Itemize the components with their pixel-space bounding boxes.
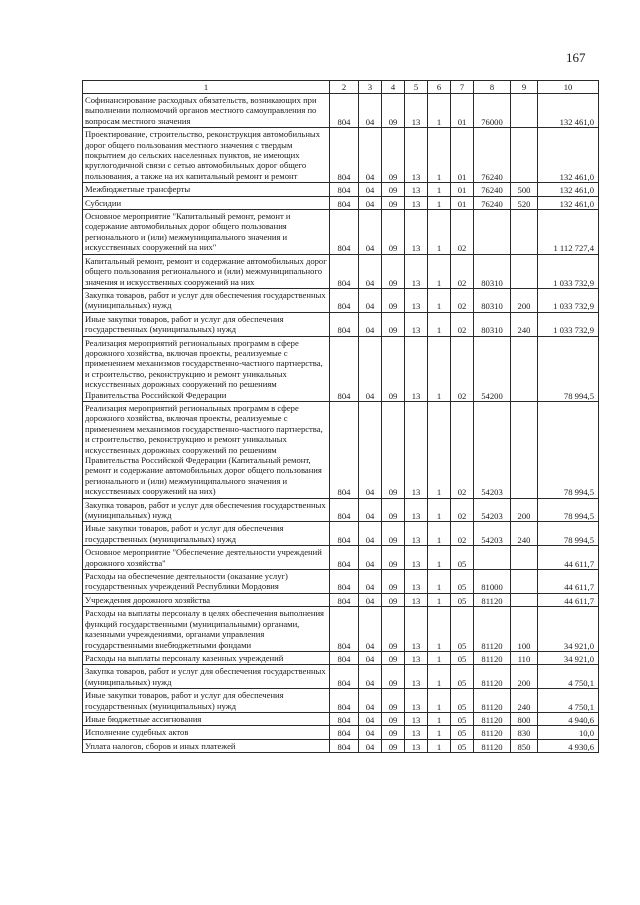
- column-header-8: 8: [474, 81, 511, 94]
- table-row: [83, 593, 599, 606]
- section-code-cell: 04: [359, 593, 382, 606]
- event-code-cell: 02: [451, 312, 474, 336]
- amount-cell: 4 930,6: [538, 739, 599, 752]
- column-header-9: 9: [511, 81, 538, 94]
- event-code-cell: 05: [451, 739, 474, 752]
- row-name-cell: Расходы на выплаты персоналу в целях обеспечения выполнения функций государственными (муниципальными) органами, казенными учреждениями, органами управления государственными внебюджетными фондами: [83, 607, 330, 652]
- section-code-cell: 04: [359, 689, 382, 713]
- row-name-cell: Иные бюджетные ассигнования: [83, 712, 330, 725]
- subsection-code-cell: 09: [382, 651, 405, 664]
- event-code-cell: 02: [451, 210, 474, 255]
- amount-cell: 78 994,5: [538, 336, 599, 401]
- section-code-cell: 04: [359, 336, 382, 401]
- row-name-cell: Закупка товаров, работ и услуг для обеспечения государственных (муниципальных) нужд: [83, 288, 330, 312]
- subsection-code-cell: 09: [382, 498, 405, 522]
- expense-type-code-cell: [511, 94, 538, 128]
- row-name-cell: Расходы на обеспечение деятельности (оказание услуг) государственных учреждений Республики Мордовия: [83, 570, 330, 594]
- column-header-4: 4: [382, 81, 405, 94]
- expense-type-code-cell: [511, 546, 538, 570]
- row-name-cell: Капитальный ремонт, ремонт и содержание автомобильных дорог общего пользования регионального и (или) межмуниципального значения и искусственных сооружений на них: [83, 254, 330, 288]
- subprogram-code-cell: 1: [428, 336, 451, 401]
- event-code-cell: 01: [451, 196, 474, 209]
- table-row: [83, 498, 599, 522]
- subprogram-code-cell: 1: [428, 739, 451, 752]
- row-name-cell: Закупка товаров, работ и услуг для обеспечения государственных (муниципальных) нужд: [83, 498, 330, 522]
- table-row: [83, 336, 599, 401]
- program-code-cell: 13: [405, 498, 428, 522]
- subprogram-code-cell: 1: [428, 288, 451, 312]
- expense-type-code-cell: 200: [511, 665, 538, 689]
- expense-type-code-cell: 830: [511, 726, 538, 739]
- section-code-cell: 04: [359, 94, 382, 128]
- expense-type-code-cell: [511, 336, 538, 401]
- expense-type-code-cell: 110: [511, 651, 538, 664]
- subsection-code-cell: 09: [382, 128, 405, 183]
- expense-type-code-cell: 200: [511, 288, 538, 312]
- event-code-cell: 05: [451, 712, 474, 725]
- amount-cell: 4 940,6: [538, 712, 599, 725]
- section-code-cell: 04: [359, 726, 382, 739]
- program-code-cell: 13: [405, 651, 428, 664]
- section-code-cell: 04: [359, 739, 382, 752]
- subsection-code-cell: 09: [382, 196, 405, 209]
- direction-code-cell: 54203: [474, 401, 511, 498]
- program-code-cell: 13: [405, 210, 428, 255]
- subprogram-code-cell: 1: [428, 401, 451, 498]
- ministry-code-cell: 804: [330, 196, 359, 209]
- subprogram-code-cell: 1: [428, 689, 451, 713]
- expense-type-code-cell: 800: [511, 712, 538, 725]
- expense-type-code-cell: 500: [511, 183, 538, 196]
- section-code-cell: 04: [359, 312, 382, 336]
- row-name-cell: Межбюджетные трансферты: [83, 183, 330, 196]
- table-row: [83, 522, 599, 546]
- ministry-code-cell: 804: [330, 183, 359, 196]
- row-name-cell: Основное мероприятие "Обеспечение деятельности учреждений дорожного хозяйства": [83, 546, 330, 570]
- ministry-code-cell: 804: [330, 607, 359, 652]
- amount-cell: 1 033 732,9: [538, 254, 599, 288]
- subsection-code-cell: 09: [382, 570, 405, 594]
- subsection-code-cell: 09: [382, 312, 405, 336]
- table-row: [83, 689, 599, 713]
- amount-cell: 44 611,7: [538, 546, 599, 570]
- expense-type-code-cell: [511, 254, 538, 288]
- subsection-code-cell: 09: [382, 607, 405, 652]
- ministry-code-cell: 804: [330, 665, 359, 689]
- amount-cell: 34 921,0: [538, 607, 599, 652]
- header-row: [83, 81, 599, 94]
- program-code-cell: 13: [405, 546, 428, 570]
- section-code-cell: 04: [359, 288, 382, 312]
- column-header-5: 5: [405, 81, 428, 94]
- section-code-cell: 04: [359, 546, 382, 570]
- ministry-code-cell: 804: [330, 522, 359, 546]
- ministry-code-cell: 804: [330, 651, 359, 664]
- program-code-cell: 13: [405, 726, 428, 739]
- direction-code-cell: 81120: [474, 651, 511, 664]
- section-code-cell: 04: [359, 210, 382, 255]
- amount-cell: 78 994,5: [538, 522, 599, 546]
- subsection-code-cell: 09: [382, 254, 405, 288]
- subsection-code-cell: 09: [382, 726, 405, 739]
- subprogram-code-cell: 1: [428, 254, 451, 288]
- section-code-cell: 04: [359, 570, 382, 594]
- table-row: [83, 288, 599, 312]
- amount-cell: 44 611,7: [538, 570, 599, 594]
- table-row: [83, 94, 599, 128]
- table-row: [83, 607, 599, 652]
- event-code-cell: 05: [451, 726, 474, 739]
- ministry-code-cell: 804: [330, 401, 359, 498]
- program-code-cell: 13: [405, 336, 428, 401]
- expense-type-code-cell: [511, 128, 538, 183]
- row-name-cell: Иные закупки товаров, работ и услуг для обеспечения государственных (муниципальных) нужд: [83, 522, 330, 546]
- subprogram-code-cell: 1: [428, 712, 451, 725]
- amount-cell: 78 994,5: [538, 401, 599, 498]
- ministry-code-cell: 804: [330, 210, 359, 255]
- program-code-cell: 13: [405, 712, 428, 725]
- amount-cell: 132 461,0: [538, 128, 599, 183]
- section-code-cell: 04: [359, 183, 382, 196]
- row-name-cell: Исполнение судебных актов: [83, 726, 330, 739]
- table-row: [83, 183, 599, 196]
- expense-type-code-cell: 240: [511, 689, 538, 713]
- subprogram-code-cell: 1: [428, 665, 451, 689]
- event-code-cell: 05: [451, 651, 474, 664]
- amount-cell: 1 033 732,9: [538, 312, 599, 336]
- subsection-code-cell: 09: [382, 546, 405, 570]
- event-code-cell: 02: [451, 288, 474, 312]
- program-code-cell: 13: [405, 665, 428, 689]
- ministry-code-cell: 804: [330, 336, 359, 401]
- subsection-code-cell: 09: [382, 689, 405, 713]
- event-code-cell: 02: [451, 401, 474, 498]
- direction-code-cell: [474, 210, 511, 255]
- subprogram-code-cell: 1: [428, 94, 451, 128]
- program-code-cell: 13: [405, 183, 428, 196]
- section-code-cell: 04: [359, 254, 382, 288]
- direction-code-cell: 81120: [474, 739, 511, 752]
- event-code-cell: 05: [451, 570, 474, 594]
- direction-code-cell: 81120: [474, 726, 511, 739]
- ministry-code-cell: 804: [330, 689, 359, 713]
- program-code-cell: 13: [405, 94, 428, 128]
- program-code-cell: 13: [405, 128, 428, 183]
- event-code-cell: 02: [451, 498, 474, 522]
- direction-code-cell: 80310: [474, 254, 511, 288]
- subsection-code-cell: 09: [382, 336, 405, 401]
- subprogram-code-cell: 1: [428, 593, 451, 606]
- amount-cell: 34 921,0: [538, 651, 599, 664]
- amount-cell: 1 033 732,9: [538, 288, 599, 312]
- page-number: 167: [566, 50, 586, 65]
- ministry-code-cell: 804: [330, 254, 359, 288]
- event-code-cell: 02: [451, 254, 474, 288]
- subprogram-code-cell: 1: [428, 522, 451, 546]
- column-header-3: 3: [359, 81, 382, 94]
- amount-cell: 78 994,5: [538, 498, 599, 522]
- program-code-cell: 13: [405, 522, 428, 546]
- amount-cell: 4 750,1: [538, 689, 599, 713]
- amount-cell: 10,0: [538, 726, 599, 739]
- ministry-code-cell: 804: [330, 94, 359, 128]
- subprogram-code-cell: 1: [428, 726, 451, 739]
- row-name-cell: Расходы на выплаты персоналу казенных учреждений: [83, 651, 330, 664]
- subsection-code-cell: 09: [382, 94, 405, 128]
- expense-type-code-cell: 850: [511, 739, 538, 752]
- direction-code-cell: 76240: [474, 196, 511, 209]
- table-row: [83, 401, 599, 498]
- section-code-cell: 04: [359, 196, 382, 209]
- direction-code-cell: 81000: [474, 570, 511, 594]
- table-row: [83, 712, 599, 725]
- section-code-cell: 04: [359, 651, 382, 664]
- table-row: [83, 312, 599, 336]
- event-code-cell: 01: [451, 128, 474, 183]
- ministry-code-cell: 804: [330, 546, 359, 570]
- subprogram-code-cell: 1: [428, 651, 451, 664]
- row-name-cell: Уплата налогов, сборов и иных платежей: [83, 739, 330, 752]
- program-code-cell: 13: [405, 288, 428, 312]
- row-name-cell: Иные закупки товаров, работ и услуг для обеспечения государственных (муниципальных) нужд: [83, 689, 330, 713]
- program-code-cell: 13: [405, 254, 428, 288]
- ministry-code-cell: 804: [330, 739, 359, 752]
- program-code-cell: 13: [405, 593, 428, 606]
- subsection-code-cell: 09: [382, 210, 405, 255]
- direction-code-cell: 81120: [474, 593, 511, 606]
- direction-code-cell: 81120: [474, 607, 511, 652]
- column-header-2: 2: [330, 81, 359, 94]
- budget-table: [82, 80, 599, 753]
- ministry-code-cell: 804: [330, 312, 359, 336]
- subprogram-code-cell: 1: [428, 570, 451, 594]
- event-code-cell: 02: [451, 522, 474, 546]
- subsection-code-cell: 09: [382, 401, 405, 498]
- expense-type-code-cell: [511, 570, 538, 594]
- subsection-code-cell: 09: [382, 712, 405, 725]
- amount-cell: 132 461,0: [538, 196, 599, 209]
- row-name-cell: Реализация мероприятий региональных программ в сфере дорожного хозяйства, включая проекты, реализуемые с применением механизмов государственно-частного партнерства, и строительство, реконструкцию и ремонт уникальных искусственных дорожных сооружений по решениям Правительства Российской Федерации (Капитальный ремонт, ремонт и содержание автомобильных дорог общего пользования регионального и (или) межмуниципального значения и искусственных сооружений на них): [83, 401, 330, 498]
- direction-code-cell: 54200: [474, 336, 511, 401]
- subsection-code-cell: 09: [382, 665, 405, 689]
- direction-code-cell: 54203: [474, 498, 511, 522]
- subprogram-code-cell: 1: [428, 498, 451, 522]
- row-name-cell: Иные закупки товаров, работ и услуг для обеспечения государственных (муниципальных) нужд: [83, 312, 330, 336]
- direction-code-cell: [474, 546, 511, 570]
- ministry-code-cell: 804: [330, 570, 359, 594]
- direction-code-cell: 81120: [474, 665, 511, 689]
- ministry-code-cell: 804: [330, 288, 359, 312]
- expense-type-code-cell: 200: [511, 498, 538, 522]
- expense-type-code-cell: 240: [511, 312, 538, 336]
- table-row: [83, 739, 599, 752]
- row-name-cell: Проектирование, строительство, реконструкция автомобильных дорог общего пользования местного значения с твердым покрытием до сельских населенных пунктов, не имеющих круглогодичной связи с сетью автомобильных дорог общего пользования, а также на их капитальный ремонт и ремонт: [83, 128, 330, 183]
- event-code-cell: 05: [451, 546, 474, 570]
- expense-type-code-cell: [511, 593, 538, 606]
- event-code-cell: 01: [451, 183, 474, 196]
- direction-code-cell: 80310: [474, 288, 511, 312]
- event-code-cell: 02: [451, 336, 474, 401]
- section-code-cell: 04: [359, 401, 382, 498]
- table-row: [83, 651, 599, 664]
- direction-code-cell: 80310: [474, 312, 511, 336]
- row-name-cell: Учреждения дорожного хозяйства: [83, 593, 330, 606]
- table-row: [83, 210, 599, 255]
- event-code-cell: 05: [451, 689, 474, 713]
- amount-cell: 1 112 727,4: [538, 210, 599, 255]
- row-name-cell: Закупка товаров, работ и услуг для обеспечения государственных (муниципальных) нужд: [83, 665, 330, 689]
- subprogram-code-cell: 1: [428, 210, 451, 255]
- ministry-code-cell: 804: [330, 726, 359, 739]
- subprogram-code-cell: 1: [428, 546, 451, 570]
- subprogram-code-cell: 1: [428, 183, 451, 196]
- section-code-cell: 04: [359, 498, 382, 522]
- subprogram-code-cell: 1: [428, 312, 451, 336]
- program-code-cell: 13: [405, 401, 428, 498]
- section-code-cell: 04: [359, 522, 382, 546]
- subsection-code-cell: 09: [382, 593, 405, 606]
- subsection-code-cell: 09: [382, 739, 405, 752]
- direction-code-cell: 81120: [474, 712, 511, 725]
- amount-cell: 4 750,1: [538, 665, 599, 689]
- ministry-code-cell: 804: [330, 498, 359, 522]
- program-code-cell: 13: [405, 689, 428, 713]
- table-row: [83, 546, 599, 570]
- direction-code-cell: 76240: [474, 183, 511, 196]
- subsection-code-cell: 09: [382, 183, 405, 196]
- amount-cell: 44 611,7: [538, 593, 599, 606]
- row-name-cell: Субсидии: [83, 196, 330, 209]
- event-code-cell: 01: [451, 94, 474, 128]
- amount-cell: 132 461,0: [538, 94, 599, 128]
- section-code-cell: 04: [359, 128, 382, 183]
- row-name-cell: Основное мероприятие "Капитальный ремонт, ремонт и содержание автомобильных дорог общего пользования регионального и (или) межмуниципального значения и искусственных сооружений на них": [83, 210, 330, 255]
- direction-code-cell: 81120: [474, 689, 511, 713]
- program-code-cell: 13: [405, 196, 428, 209]
- subsection-code-cell: 09: [382, 522, 405, 546]
- expense-type-code-cell: [511, 210, 538, 255]
- event-code-cell: 05: [451, 665, 474, 689]
- section-code-cell: 04: [359, 665, 382, 689]
- subprogram-code-cell: 1: [428, 607, 451, 652]
- subsection-code-cell: 09: [382, 288, 405, 312]
- table-row: [83, 196, 599, 209]
- direction-code-cell: 76000: [474, 94, 511, 128]
- table-row: [83, 665, 599, 689]
- program-code-cell: 13: [405, 739, 428, 752]
- direction-code-cell: 54203: [474, 522, 511, 546]
- column-header-7: 7: [451, 81, 474, 94]
- row-name-cell: Реализация мероприятий региональных программ в сфере дорожного хозяйства, включая проекты, реализуемые с применением механизмов государственно-частного партнерства, и строительство, реконструкцию и ремонт уникальных искусственных дорожных сооружений по решениям Правительства Российской Федерации: [83, 336, 330, 401]
- direction-code-cell: 76240: [474, 128, 511, 183]
- ministry-code-cell: 804: [330, 128, 359, 183]
- table-row: [83, 128, 599, 183]
- program-code-cell: 13: [405, 312, 428, 336]
- column-header-1: 1: [83, 81, 330, 94]
- event-code-cell: 05: [451, 593, 474, 606]
- ministry-code-cell: 804: [330, 712, 359, 725]
- row-name-cell: Софинансирование расходных обязательств, возникающих при выполнении полномочий органов местного самоуправления по вопросам местного значения: [83, 94, 330, 128]
- expense-type-code-cell: 520: [511, 196, 538, 209]
- expense-type-code-cell: 100: [511, 607, 538, 652]
- expense-type-code-cell: 240: [511, 522, 538, 546]
- program-code-cell: 13: [405, 607, 428, 652]
- section-code-cell: 04: [359, 607, 382, 652]
- ministry-code-cell: 804: [330, 593, 359, 606]
- table-body: [83, 94, 599, 753]
- table-row: [83, 570, 599, 594]
- event-code-cell: 05: [451, 607, 474, 652]
- subprogram-code-cell: 1: [428, 196, 451, 209]
- program-code-cell: 13: [405, 570, 428, 594]
- column-header-6: 6: [428, 81, 451, 94]
- section-code-cell: 04: [359, 712, 382, 725]
- column-header-10: 10: [538, 81, 599, 94]
- table-row: [83, 254, 599, 288]
- table-row: [83, 726, 599, 739]
- subprogram-code-cell: 1: [428, 128, 451, 183]
- amount-cell: 132 461,0: [538, 183, 599, 196]
- expense-type-code-cell: [511, 401, 538, 498]
